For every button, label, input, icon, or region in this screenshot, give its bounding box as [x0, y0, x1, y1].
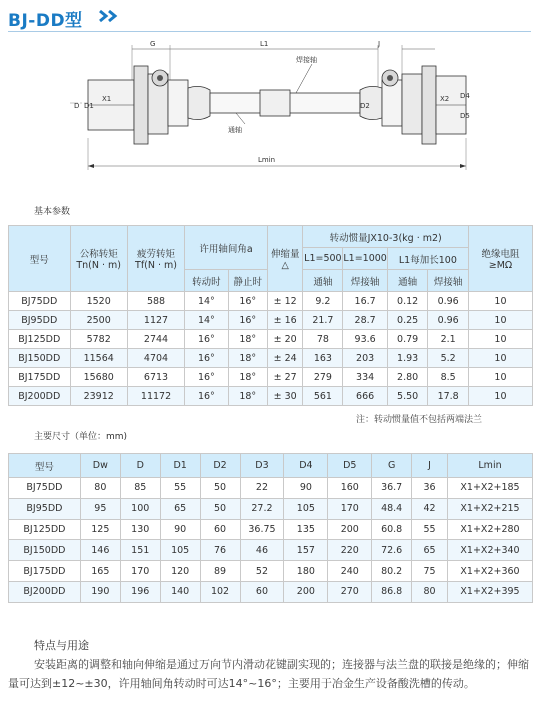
- table-cell: BJ150DD: [9, 540, 81, 561]
- dim-d4-label: D4: [460, 92, 470, 100]
- table-cell: 130: [120, 519, 160, 540]
- header-l500: L1=500: [303, 248, 343, 270]
- table-cell: BJ95DD: [9, 311, 71, 330]
- header-pass: 通轴: [303, 270, 343, 292]
- table-cell: 60: [240, 581, 284, 602]
- header-pass-2: 通轴: [387, 270, 428, 292]
- table-cell: 86.8: [372, 581, 412, 602]
- header-insulation: 绝缘电阻 ≥MΩ: [468, 226, 532, 292]
- table-cell: X1+X2+215: [448, 498, 533, 519]
- table-cell: 279: [303, 368, 343, 387]
- table-cell: 78: [303, 330, 343, 349]
- table-cell: ± 16: [267, 311, 302, 330]
- table-row: [9, 498, 533, 519]
- table-cell: 666: [343, 387, 387, 406]
- table-cell: 165: [80, 561, 120, 582]
- table-cell: 2500: [70, 311, 127, 330]
- table-cell: 0.79: [387, 330, 428, 349]
- table-row: [9, 581, 533, 602]
- table-cell: 2.1: [428, 330, 469, 349]
- double-chevron-right-icon: [98, 9, 120, 23]
- table-cell: ± 20: [267, 330, 302, 349]
- table-cell: 10: [468, 311, 532, 330]
- table-cell: ± 27: [267, 368, 302, 387]
- table-row: [9, 349, 533, 368]
- table-cell: 90: [160, 519, 200, 540]
- table-cell: 10: [468, 349, 532, 368]
- page-title: BJ-DD型: [8, 11, 83, 31]
- table-cell: 180: [284, 561, 328, 582]
- header-rotating: 转动时: [185, 270, 228, 292]
- table-cell: 140: [160, 581, 200, 602]
- column-header: D1: [160, 454, 200, 478]
- table-cell: 17.8: [428, 387, 469, 406]
- table-cell: 18°: [228, 387, 267, 406]
- features-title: 特点与用途: [34, 639, 89, 652]
- table-cell: 151: [120, 540, 160, 561]
- header-extension: 伸缩量 △: [267, 226, 302, 292]
- table-cell: 2744: [127, 330, 184, 349]
- column-header: J: [412, 454, 448, 478]
- table-cell: 95: [80, 498, 120, 519]
- table-cell: BJ75DD: [9, 478, 81, 499]
- table-cell: 1.93: [387, 349, 428, 368]
- column-header: D5: [328, 454, 372, 478]
- table-cell: 5782: [70, 330, 127, 349]
- table-cell: 5.2: [428, 349, 469, 368]
- table-cell: 16°: [228, 292, 267, 311]
- header-model: 型号: [9, 226, 71, 292]
- table-cell: 27.2: [240, 498, 284, 519]
- column-header: 型号: [9, 454, 81, 478]
- dim-l1-label: L1: [260, 40, 269, 48]
- column-header: Dw: [80, 454, 120, 478]
- header-weld-2: 焊接轴: [428, 270, 469, 292]
- table-cell: 16°: [228, 311, 267, 330]
- table-cell: X1+X2+395: [448, 581, 533, 602]
- header-nominal-torque: 公称转矩 Tn(N · m): [70, 226, 127, 292]
- table-cell: ± 24: [267, 349, 302, 368]
- table-cell: 85: [120, 478, 160, 499]
- table-cell: 75: [412, 561, 448, 582]
- table-cell: 135: [284, 519, 328, 540]
- table-cell: 36.75: [240, 519, 284, 540]
- table-cell: 80: [80, 478, 120, 499]
- table-cell: 5.50: [387, 387, 428, 406]
- table-cell: 36.7: [372, 478, 412, 499]
- table-cell: 18°: [228, 368, 267, 387]
- table-cell: 48.4: [372, 498, 412, 519]
- dim-x2-label: X2: [440, 95, 450, 103]
- inertia-note: 注：转动惯量值不包括两端法兰: [356, 415, 483, 425]
- table-row: [9, 561, 533, 582]
- dimensions-table: [8, 453, 533, 603]
- table-cell: 55: [412, 519, 448, 540]
- column-header: D3: [240, 454, 284, 478]
- table-cell: 170: [328, 498, 372, 519]
- table-cell: 561: [303, 387, 343, 406]
- header-weld: 焊接轴: [343, 270, 387, 292]
- table-cell: 125: [80, 519, 120, 540]
- title-divider: [8, 31, 531, 32]
- table-cell: 80.2: [372, 561, 412, 582]
- table-row: [9, 368, 533, 387]
- column-header: D: [120, 454, 160, 478]
- dim-d2-label: D2: [360, 102, 370, 110]
- table-cell: 50: [200, 498, 240, 519]
- table-cell: 15680: [70, 368, 127, 387]
- table-cell: 170: [120, 561, 160, 582]
- dimensions-label: 主要尺寸（单位：mm): [34, 432, 128, 442]
- table-cell: BJ175DD: [9, 561, 81, 582]
- table-cell: 21.7: [303, 311, 343, 330]
- table-cell: 11564: [70, 349, 127, 368]
- table-cell: 100: [120, 498, 160, 519]
- table-cell: BJ95DD: [9, 498, 81, 519]
- table-row: [9, 292, 533, 311]
- table-cell: 163: [303, 349, 343, 368]
- table-row: [9, 540, 533, 561]
- column-header: D4: [284, 454, 328, 478]
- table-cell: 0.12: [387, 292, 428, 311]
- table-row: [9, 387, 533, 406]
- table-cell: 200: [284, 581, 328, 602]
- table-cell: 50: [200, 478, 240, 499]
- table-cell: 10: [468, 368, 532, 387]
- table-cell: 220: [328, 540, 372, 561]
- header-allowed-angle: 许用轴间角a: [185, 226, 268, 270]
- dim-d-label: D: [74, 102, 80, 110]
- table-cell: 80: [412, 581, 448, 602]
- table-cell: 0.96: [428, 311, 469, 330]
- table-cell: 0.25: [387, 311, 428, 330]
- table-cell: 14°: [185, 292, 228, 311]
- header-inertia: 转动惯量JX10-3(kg · m2): [303, 226, 469, 248]
- table-cell: 196: [120, 581, 160, 602]
- table-cell: 76: [200, 540, 240, 561]
- table-cell: 16.7: [343, 292, 387, 311]
- table-cell: 102: [200, 581, 240, 602]
- basic-params-table: [8, 225, 533, 406]
- table-cell: 146: [80, 540, 120, 561]
- table-cell: 334: [343, 368, 387, 387]
- table-cell: BJ175DD: [9, 368, 71, 387]
- header-fatigue-torque: 疲劳转矩 Tf(N · m): [127, 226, 184, 292]
- table-cell: 8.5: [428, 368, 469, 387]
- pass-shaft-label: 通轴: [228, 126, 242, 134]
- table-cell: 0.96: [428, 292, 469, 311]
- table-cell: 16°: [185, 368, 228, 387]
- table-cell: 65: [160, 498, 200, 519]
- table-cell: 1520: [70, 292, 127, 311]
- table-cell: 16°: [185, 349, 228, 368]
- table-row: [9, 478, 533, 499]
- table-cell: BJ200DD: [9, 387, 71, 406]
- table-cell: 65: [412, 540, 448, 561]
- table-cell: 23912: [70, 387, 127, 406]
- header-per100: L1每加长100: [387, 248, 468, 270]
- table-cell: 90: [284, 478, 328, 499]
- dim-g-label: G: [150, 40, 156, 48]
- table-cell: BJ150DD: [9, 349, 71, 368]
- table-cell: 10: [468, 292, 532, 311]
- table-cell: 55: [160, 478, 200, 499]
- table-cell: 22: [240, 478, 284, 499]
- table-cell: 16°: [185, 330, 228, 349]
- coupling-drawing: [60, 38, 475, 185]
- table-cell: 4704: [127, 349, 184, 368]
- table-cell: 240: [328, 561, 372, 582]
- table-cell: 60.8: [372, 519, 412, 540]
- table-cell: 120: [160, 561, 200, 582]
- table-cell: X1+X2+280: [448, 519, 533, 540]
- table-cell: BJ75DD: [9, 292, 71, 311]
- table-cell: 1127: [127, 311, 184, 330]
- table-cell: 9.2: [303, 292, 343, 311]
- dim-j-label: J: [378, 40, 381, 48]
- table-row: [9, 311, 533, 330]
- table-cell: 190: [80, 581, 120, 602]
- table-cell: 60: [200, 519, 240, 540]
- table-cell: 18°: [228, 349, 267, 368]
- table-cell: 93.6: [343, 330, 387, 349]
- features-text: 安装距离的调整和轴向伸缩是通过万向节内滑动花键副实现的；连接器与法兰盘的联接是绝缘的；伸缩量可达到±12~±30，许用轴间角转动时可达14°~16°；主要用于冶金生产设备酸洗槽的传动。: [8, 658, 529, 690]
- table-cell: 203: [343, 349, 387, 368]
- column-header: Lmin: [448, 454, 533, 478]
- table-cell: 105: [160, 540, 200, 561]
- table-cell: ± 30: [267, 387, 302, 406]
- basic-params-label: 基本参数: [34, 207, 71, 217]
- header-static: 静止时: [228, 270, 267, 292]
- table-cell: X1+X2+185: [448, 478, 533, 499]
- table-cell: 11172: [127, 387, 184, 406]
- table-cell: 18°: [228, 330, 267, 349]
- table-cell: 157: [284, 540, 328, 561]
- table-cell: BJ200DD: [9, 581, 81, 602]
- table-cell: 2.80: [387, 368, 428, 387]
- column-header: D2: [200, 454, 240, 478]
- table-cell: X1+X2+360: [448, 561, 533, 582]
- table-cell: 10: [468, 387, 532, 406]
- table-cell: 89: [200, 561, 240, 582]
- table-cell: 72.6: [372, 540, 412, 561]
- table-row: [9, 519, 533, 540]
- table-cell: ± 12: [267, 292, 302, 311]
- table-cell: 52: [240, 561, 284, 582]
- dim-d1-label: D1: [84, 102, 94, 110]
- table-cell: 200: [328, 519, 372, 540]
- column-header: G: [372, 454, 412, 478]
- table-cell: 46: [240, 540, 284, 561]
- table-cell: 28.7: [343, 311, 387, 330]
- table-cell: 588: [127, 292, 184, 311]
- header-l1000: L1=1000: [343, 248, 387, 270]
- table-cell: 10: [468, 330, 532, 349]
- table-cell: BJ125DD: [9, 330, 71, 349]
- dim-x1-label: X1: [102, 95, 112, 103]
- dim-lmin-label: Lmin: [258, 156, 276, 164]
- table-cell: 16°: [185, 387, 228, 406]
- table-row: [9, 330, 533, 349]
- table-cell: 160: [328, 478, 372, 499]
- table-cell: 14°: [185, 311, 228, 330]
- table-cell: BJ125DD: [9, 519, 81, 540]
- table-cell: X1+X2+340: [448, 540, 533, 561]
- table-cell: 270: [328, 581, 372, 602]
- table-cell: 6713: [127, 368, 184, 387]
- weld-shaft-label: 焊接轴: [296, 56, 317, 64]
- table-cell: 36: [412, 478, 448, 499]
- table-cell: 42: [412, 498, 448, 519]
- dim-d5-label: D5: [460, 112, 470, 120]
- table-cell: 105: [284, 498, 328, 519]
